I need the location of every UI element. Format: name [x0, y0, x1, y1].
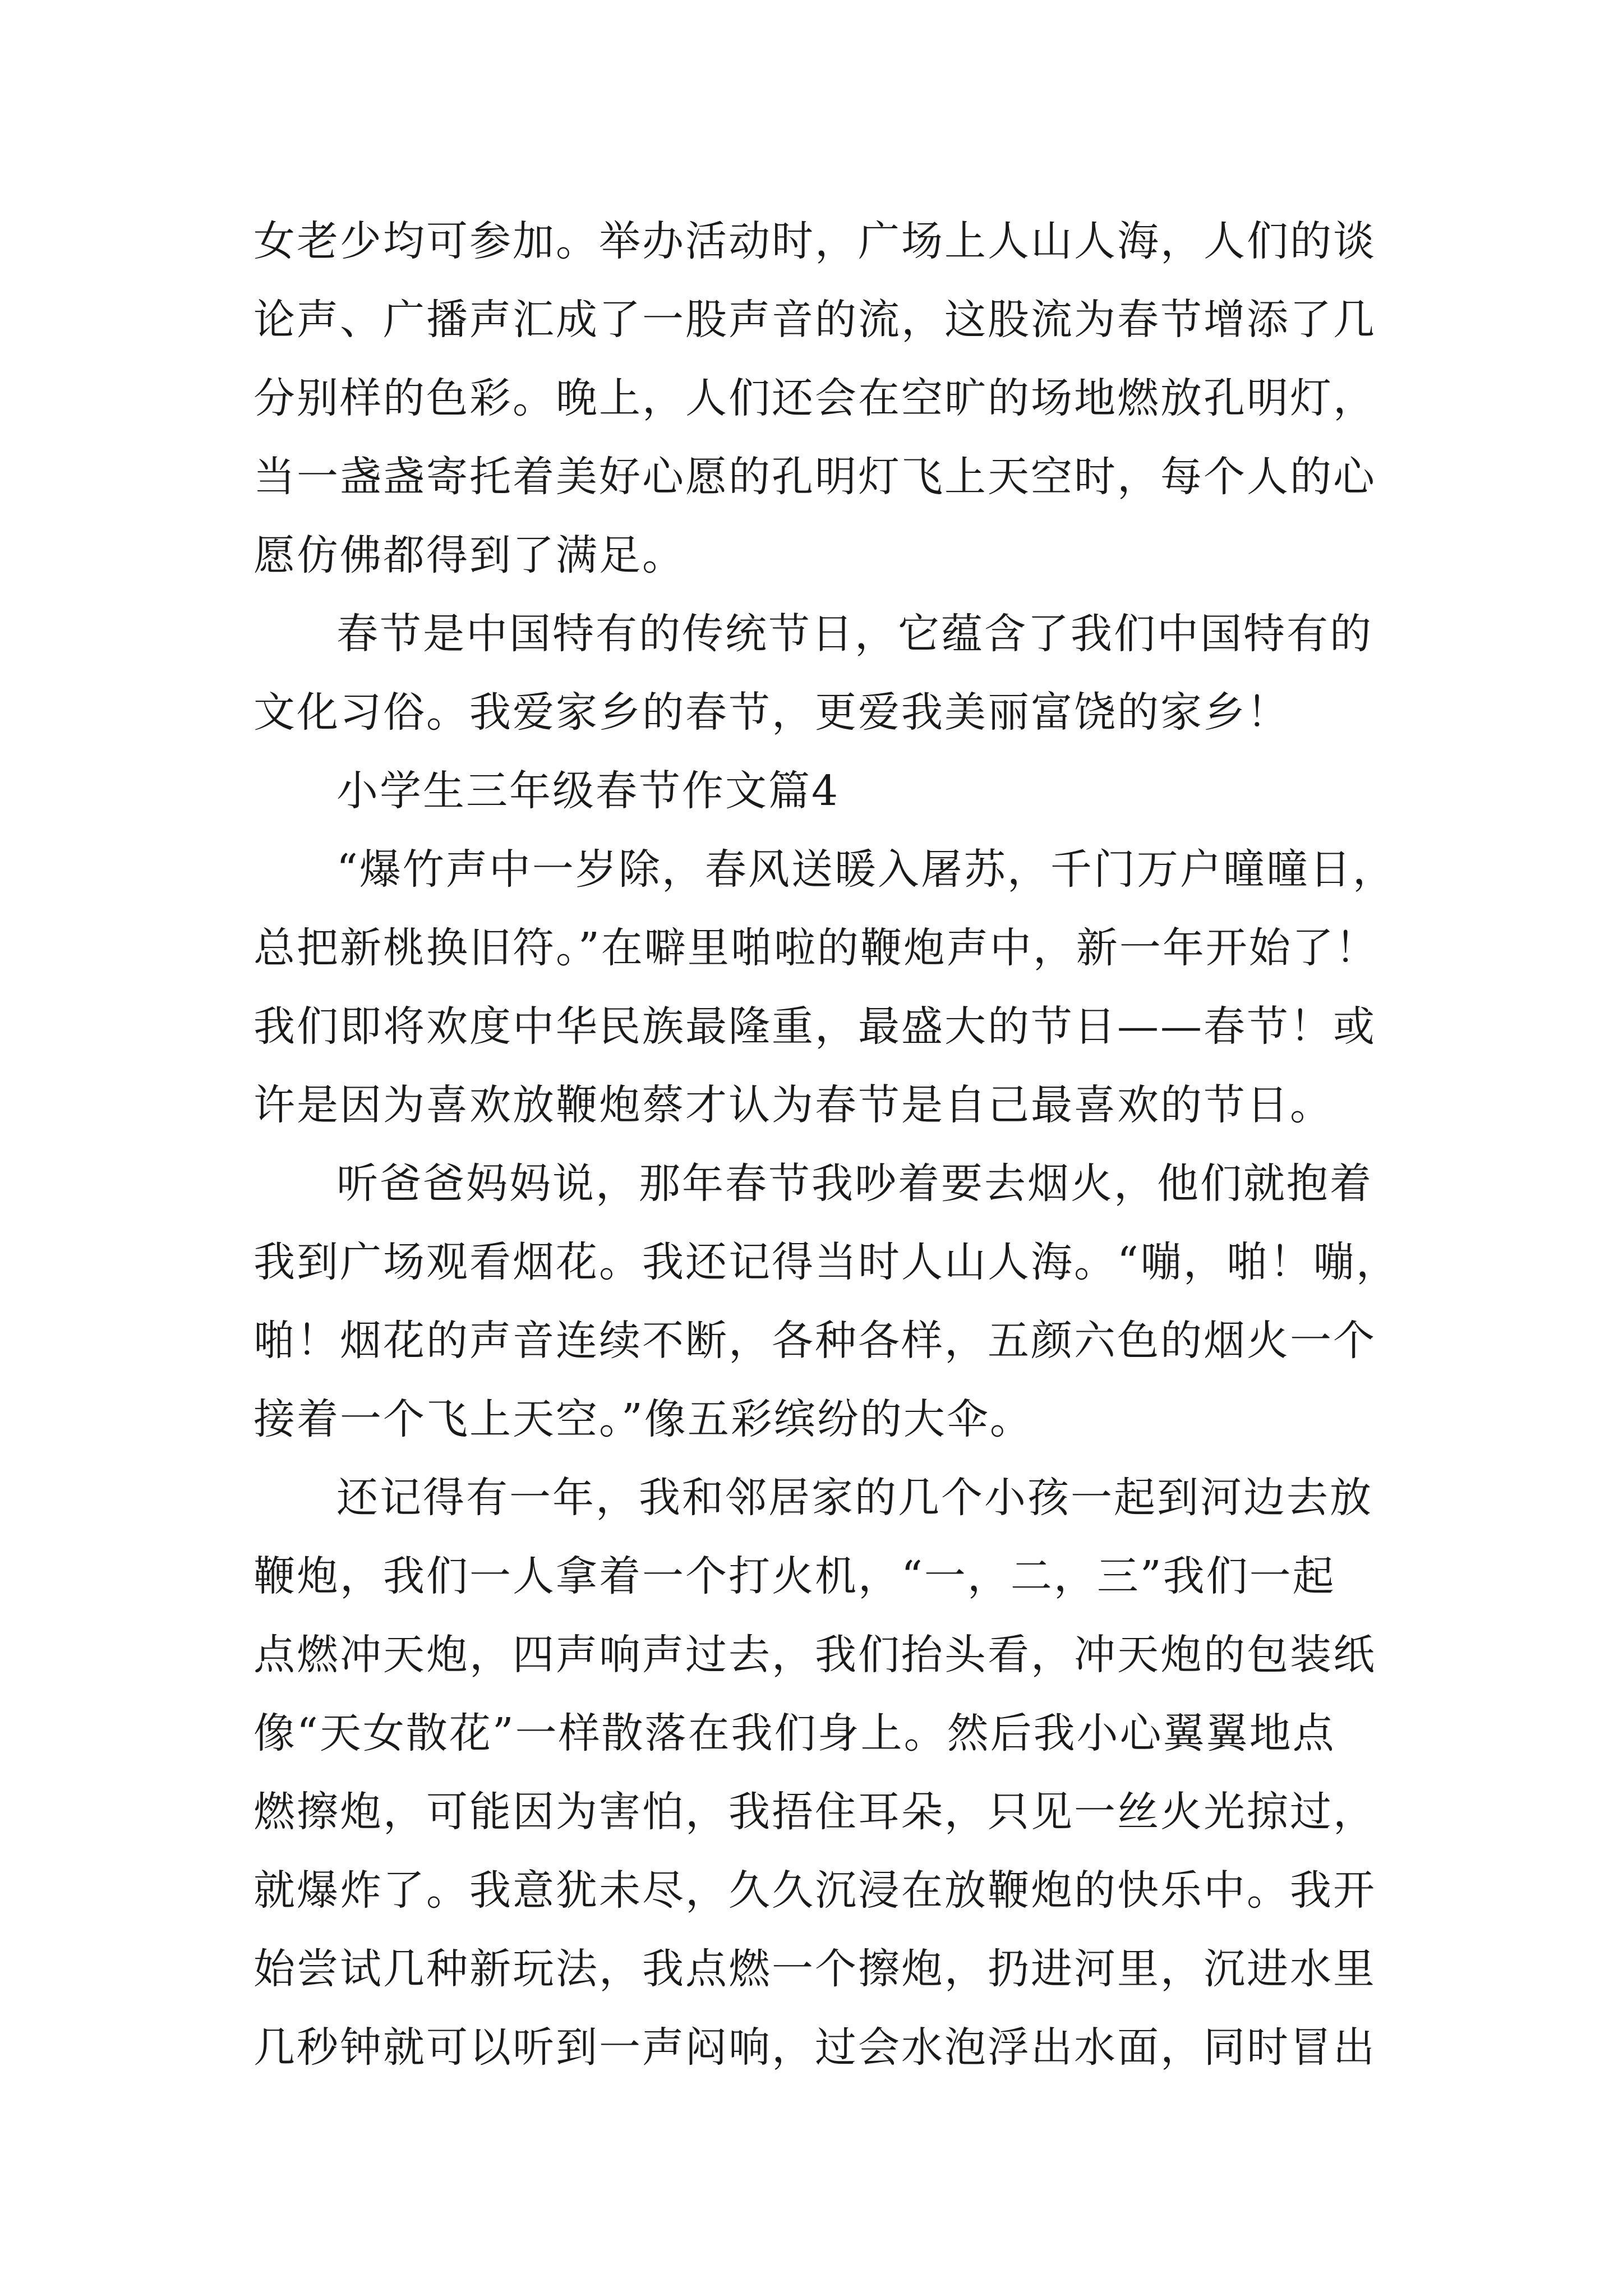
text-line: 接着一个飞上天空。”像五彩缤纷的大伞。: [253, 1395, 1033, 1443]
text-line: 许是因为喜欢放鞭炮蔡才认为春节是自己最喜欢的节日。: [253, 1081, 1333, 1129]
text-line: 春节是中国特有的传统节日，它蕴含了我们中国特有的: [336, 610, 1373, 658]
text-line: 愿仿佛都得到了满足。: [253, 531, 685, 579]
text-line: 分别样的色彩。晚上，人们还会在空旷的场地燃放孔明灯，: [253, 374, 1376, 422]
text-line: 总把新桃换旧符。”在噼里啪啦的鞭炮声中，新一年开始了！: [253, 924, 1378, 972]
text-line: 论声、广播声汇成了一股声音的流，这股流为春节增添了几: [253, 296, 1376, 344]
text-line: 小学生三年级春节作文篇4: [336, 767, 840, 815]
text-line: 几秒钟就可以听到一声闷响，过会水泡浮出水面，同时冒出: [253, 2023, 1376, 2072]
text-line: “爆竹声中一岁除，春风送暖入屠苏，千门万户曈曈日，: [336, 845, 1396, 894]
text-line: 女老少均可参加。举办活动时，广场上人山人海，人们的谈: [253, 217, 1376, 265]
text-line: 还记得有一年，我和邻居家的几个小孩一起到河边去放: [336, 1474, 1373, 1522]
text-line: 像“天女散花”一样散落在我们身上。然后我小心翼翼地点: [253, 1709, 1336, 1757]
text-line: 鞭炮，我们一人拿着一个打火机，“一，二，三”我们一起: [253, 1552, 1336, 1600]
text-line: 我们即将欢度中华民族最隆重，最盛大的节日——春节！或: [253, 1002, 1376, 1051]
text-line: 我到广场观看烟花。我还记得当时人山人海。“嘣，啪！嘣，: [253, 1238, 1399, 1286]
document-body: [253, 202, 1399, 2087]
text-line: 听爸爸妈妈说，那年春节我吵着要去烟火，他们就抱着: [336, 1159, 1373, 1208]
text-line: 点燃冲天炮，四声响声过去，我们抬头看，冲天炮的包装纸: [253, 1631, 1376, 1679]
text-line: 始尝试几种新玩法，我点燃一个擦炮，扔进河里，沉进水里: [253, 1945, 1376, 1993]
text-line: 燃擦炮，可能因为害怕，我捂住耳朵，只见一丝火光掠过，: [253, 1788, 1376, 1836]
text-line: 就爆炸了。我意犹未尽，久久沉浸在放鞭炮的快乐中。我开: [253, 1866, 1376, 1915]
text-line: 当一盏盏寄托着美好心愿的孔明灯飞上天空时，每个人的心: [253, 453, 1376, 501]
text-line: 文化习俗。我爱家乡的春节，更爱我美丽富饶的家乡！: [253, 688, 1290, 737]
text-line: 啪！烟花的声音连续不断，各种各样，五颜六色的烟火一个: [253, 1317, 1376, 1365]
